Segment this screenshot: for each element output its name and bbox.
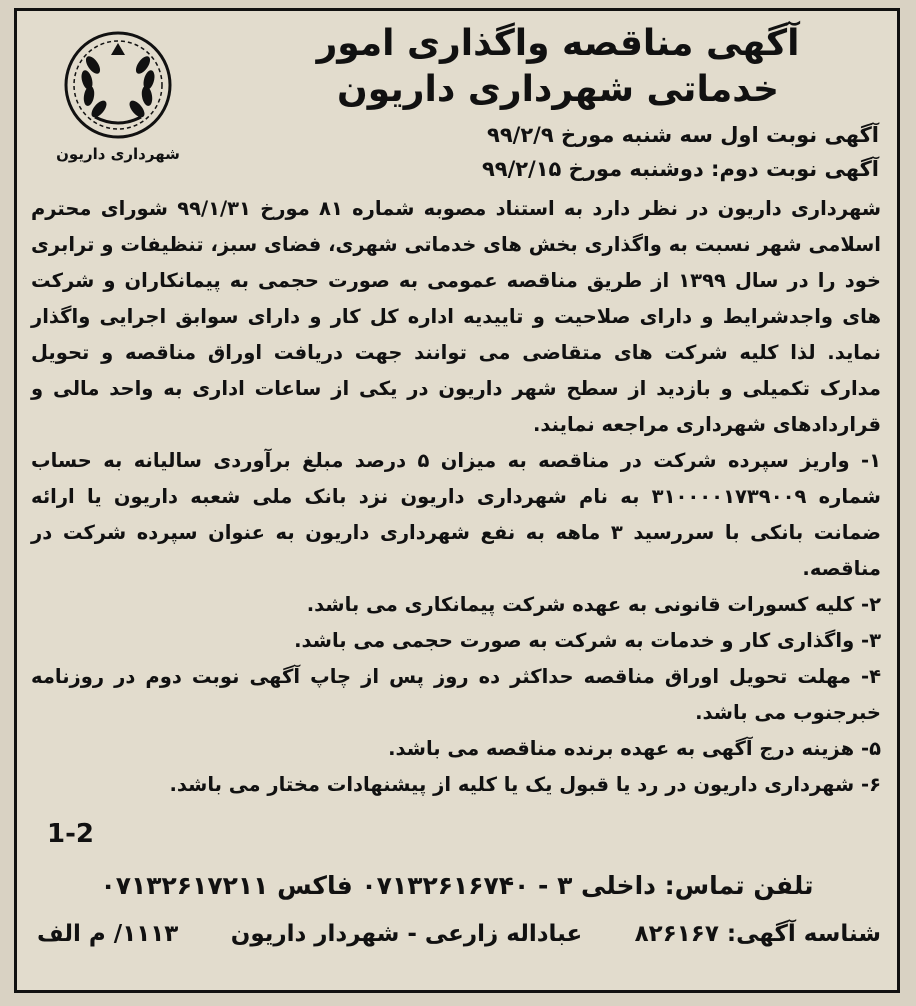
page-code: 1-2	[47, 819, 94, 849]
notice-title	[237, 21, 879, 113]
condition-item: ۴- مهلت تحویل اوراق مناقصه حداکثر ده روز پس از چاپ آگهی نوبت دوم در روزنامه خبرجنوب می باشد.	[31, 665, 881, 724]
contact-line: تلفن تماس: داخلی ۳ - ۰۷۱۳۲۶۱۶۷۴۰ فاکس ۰۷۱۳۲۶۱۷۲۱۱	[100, 871, 814, 900]
notice-id: شناسه آگهی: ۸۲۶۱۶۷	[634, 921, 881, 947]
condition-item: ۲- کلیه کسورات قانونی به عهده شرکت پیمانکاری می باشد.	[306, 593, 881, 616]
condition-item: ۳- واگذاری کار و خدمات به شرکت به صورت حجمی می باشد.	[294, 629, 881, 652]
municipality-logo	[43, 25, 193, 175]
condition-item: ۵- هزینه درج آگهی به عهده برنده مناقصه می باشد.	[388, 737, 881, 760]
intro-paragraph: شهرداری داریون در نظر دارد به استناد مصوبه شماره ۸۱ مورخ ۹۹/۱/۳۱ شورای محترم اسلامی شهر نسبت به واگذاری بخش های خدماتی شهری، فضای سبز، تنظیفات و ترابری خود را در سال ۱۳۹۹ از طریق مناقصه عمومی به صورت حجمی به پیمانکاران و شرکت های واجدشرایط و دارای صلاحیت و تاییدیه اداره کل کار و دارای سوابق اجرایی واگذار نماید. لذا کلیه شرکت های متقاضی می توانند جهت دریافت اوراق مناقصه و تحویل مدارک تکمیلی و بازدید از سطح شهر داریون در یکی از ساعات اداری به واحد مالی و قراردادهای شهرداری مراجعه نمایند.	[31, 197, 881, 436]
conditions-list	[31, 443, 881, 803]
notice-second-date: آگهی نوبت دوم: دوشنبه مورخ ۹۹/۲/۱۵	[481, 157, 879, 181]
reference-number: ۱۱۱۳/ م الف	[37, 921, 179, 947]
notice-frame	[14, 8, 900, 993]
logo-caption: شهرداری داریون	[56, 145, 180, 163]
condition-item: ۶- شهرداری داریون در رد یا قبول یک یا کلیه از پیشنهادات مختار می باشد.	[169, 773, 881, 796]
condition-item: ۱- واریز سپرده شرکت در مناقصه به میزان ۵ درصد مبلغ برآوردی سالیانه به حساب شماره ۳۱۰۰۰۰۱۷۳۹۰۰۹ به نام شهرداری داریون نزد بانک ملی شعبه داریون یا ارائه ضمانت بانکی با سررسید ۳ ماهه به نفع شهرداری داریون به عنوان سپرده شرکت در مناقصه.	[31, 449, 881, 580]
notice-footer	[37, 921, 881, 947]
title-line-2: خدماتی شهرداری داریون	[336, 69, 779, 110]
signer-name: عباداله زارعی - شهردار داریون	[230, 921, 583, 947]
title-line-1: آگهی مناقصه واگذاری امور	[316, 23, 800, 64]
notice-body	[31, 191, 881, 803]
laurel-emblem-icon	[43, 25, 193, 145]
notice-first-date: آگهی نوبت اول سه شنبه مورخ ۹۹/۲/۹	[487, 123, 879, 147]
